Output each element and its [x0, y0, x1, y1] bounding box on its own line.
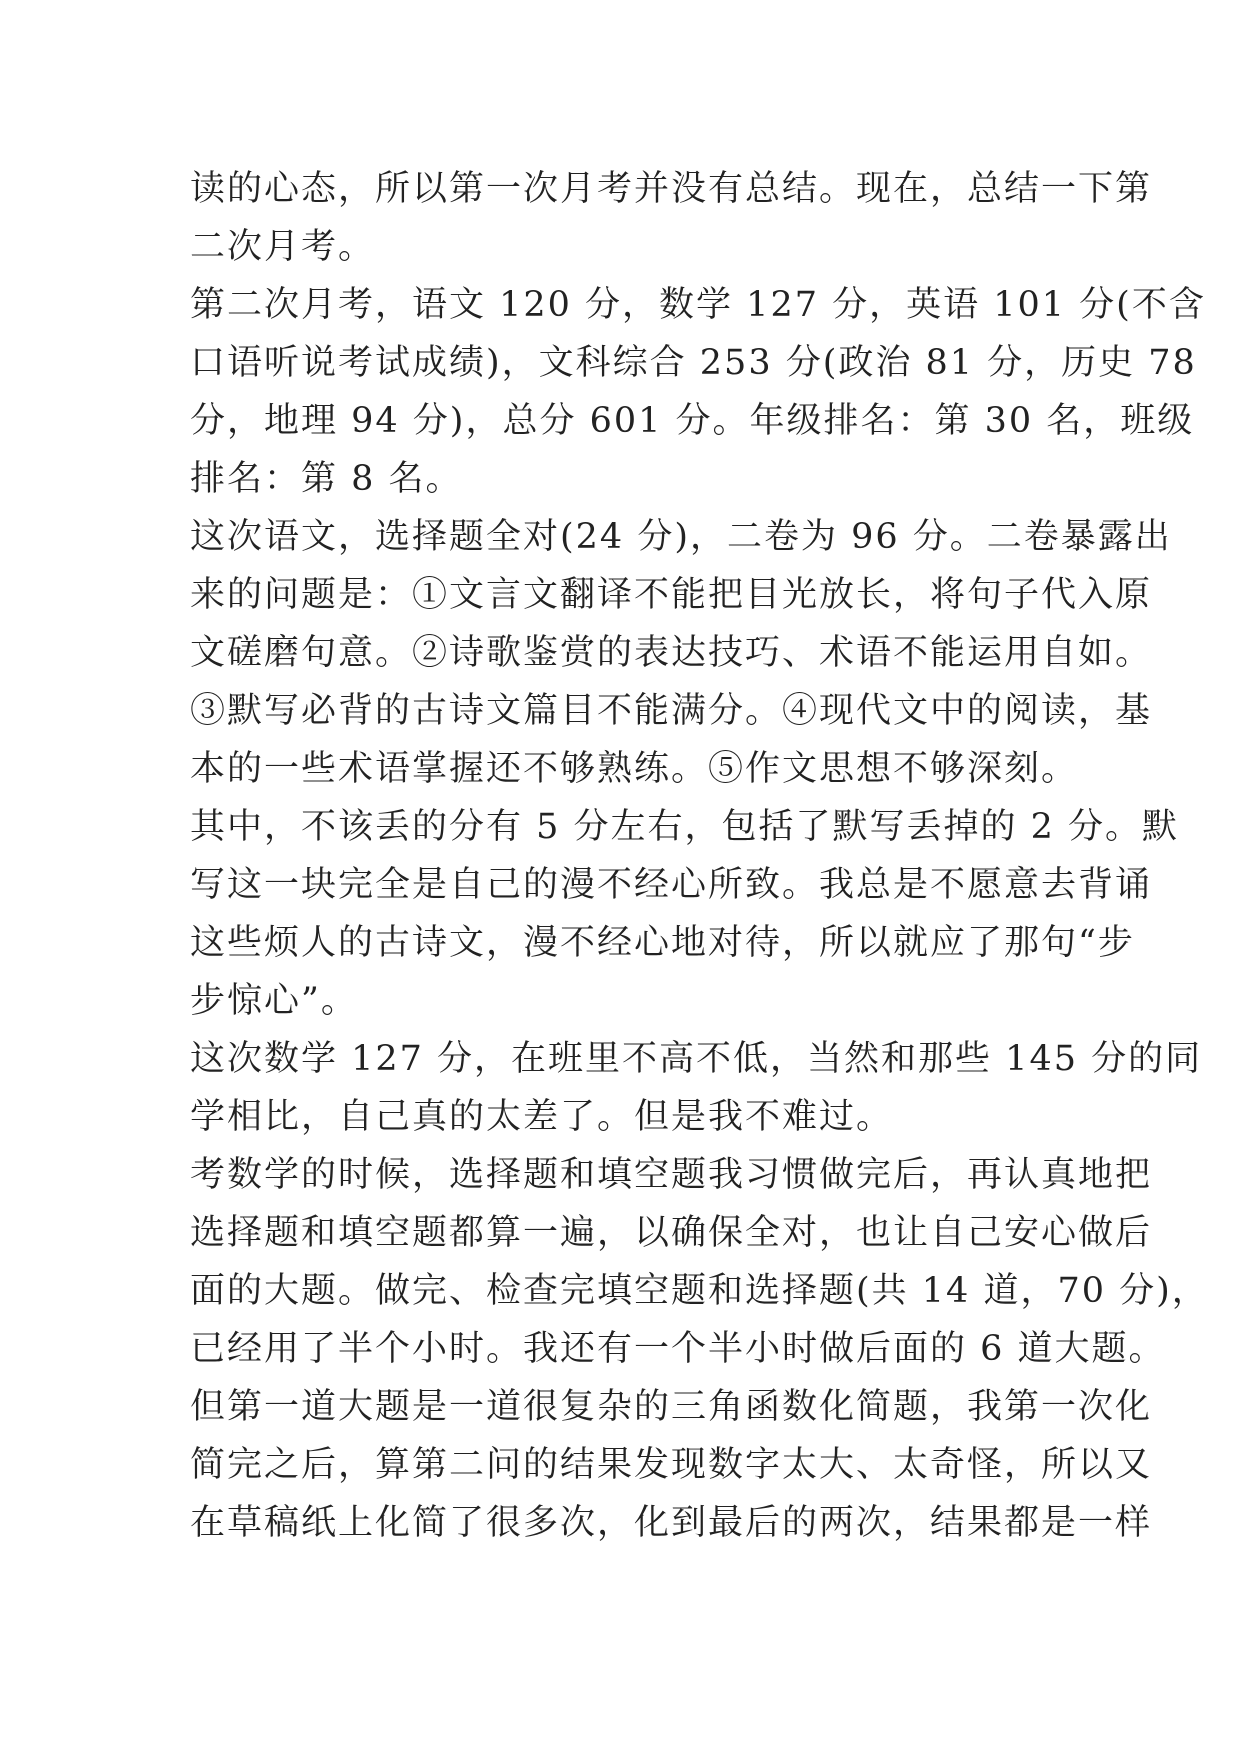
text-line: 口语听说考试成绩)，文科综合 253 分(政治 81 分，历史 78 [190, 343, 1197, 383]
text-line: 本的一些术语掌握还不够熟练。⑤作文思想不够深刻。 [190, 749, 1079, 789]
text-line: 其中，不该丢的分有 5 分左右，包括了默写丢掉的 2 分。默 [190, 807, 1180, 847]
text-line: 选择题和填空题都算一遍，以确保全对，也让自己安心做后 [190, 1213, 1153, 1253]
text-line: 写这一块完全是自己的漫不经心所致。我总是不愿意去背诵 [190, 865, 1153, 905]
text-line: 步惊心”。 [190, 981, 358, 1021]
text-line: 来的问题是：①文言文翻译不能把目光放长，将句子代入原 [190, 575, 1153, 615]
text-line: 这次数学 127 分，在班里不高不低，当然和那些 145 分的同 [190, 1039, 1203, 1079]
text-line: 第二次月考，语文 120 分，数学 127 分，英语 101 分(不含 [190, 285, 1206, 325]
body-text [190, 160, 1209, 1552]
text-line: 考数学的时候，选择题和填空题我习惯做完后，再认真地把 [190, 1155, 1153, 1195]
text-line: 学相比，自己真的太差了。但是我不难过。 [190, 1097, 894, 1137]
text-line: 这些烦人的古诗文，漫不经心地对待，所以就应了那句“步 [190, 923, 1135, 963]
text-line: 排名：第 8 名。 [190, 459, 463, 499]
text-line: 在草稿纸上化简了很多次，化到最后的两次，结果都是一样 [190, 1503, 1153, 1543]
text-line: 读的心态，所以第一次月考并没有总结。现在，总结一下第 [190, 169, 1153, 209]
text-line: 面的大题。做完、检查完填空题和选择题(共 14 道，70 分)， [190, 1271, 1209, 1311]
text-line: ③默写必背的古诗文篇目不能满分。④现代文中的阅读，基 [190, 691, 1153, 731]
text-line: 但第一道大题是一道很复杂的三角函数化简题，我第一次化 [190, 1387, 1153, 1427]
text-line: 已经用了半个小时。我还有一个半小时做后面的 6 道大题。 [190, 1329, 1166, 1369]
text-line: 这次语文，选择题全对(24 分)，二卷为 96 分。二卷暴露出 [190, 517, 1172, 557]
text-line: 文磋磨句意。②诗歌鉴赏的表达技巧、术语不能运用自如。 [190, 633, 1153, 673]
text-line: 简完之后，算第二问的结果发现数字太大、太奇怪，所以又 [190, 1445, 1153, 1485]
text-line: 分，地理 94 分)，总分 601 分。年级排名：第 30 名，班级 [190, 401, 1195, 441]
text-line: 二次月考。 [190, 227, 376, 267]
